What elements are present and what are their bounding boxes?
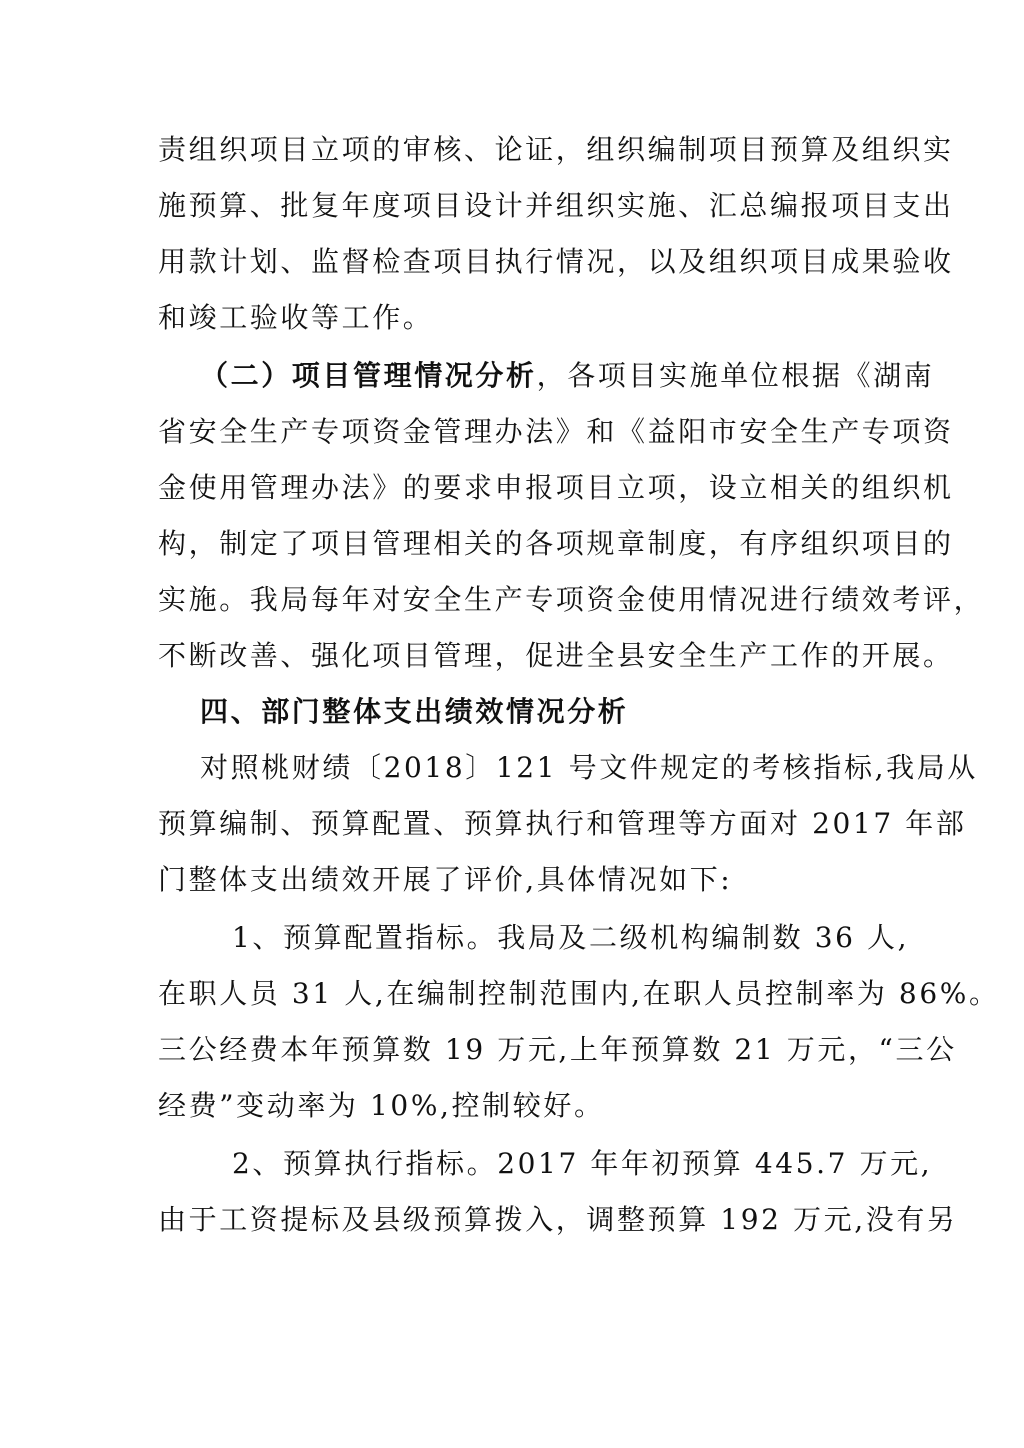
section-heading: 四、部门整体支出绩效情况分析 — [200, 695, 629, 728]
text-line: 省安全生产专项资金管理办法》和《益阳市安全生产专项资 — [158, 415, 954, 448]
text-line: 构，制定了项目管理相关的各项规章制度，有序组织项目的 — [158, 527, 954, 560]
text-line: 金使用管理办法》的要求申报项目立项，设立相关的组织机 — [158, 471, 954, 504]
text-line: 用款计划、监督检查项目执行情况，以及组织项目成果验收 — [158, 245, 954, 278]
text-line: 不断改善、强化项目管理，促进全县安全生产工作的开展。 — [158, 639, 954, 672]
text-line — [200, 356, 934, 396]
text-line: 门整体支出绩效开展了评价,具体情况如下: — [158, 863, 733, 896]
text-line: 预算编制、预算配置、预算执行和管理等方面对 2017 年部 — [158, 807, 967, 840]
text-line: 责组织项目立项的审核、论证，组织编制项目预算及组织实 — [158, 133, 954, 166]
text-line: 由于工资提标及县级预算拨入，调整预算 192 万元,没有另 — [158, 1203, 958, 1236]
text-line: 和竣工验收等工作。 — [158, 301, 434, 334]
text-fragment: ，各项目实施单位根据《湖南 — [536, 359, 935, 392]
text-line: 1、预算配置指标。我局及二级机构编制数 36 人, — [232, 921, 910, 954]
text-line: 三公经费本年预算数 19 万元,上年预算数 21 万元，“三公 — [158, 1033, 957, 1066]
text-line: 在职人员 31 人,在编制控制范围内,在职人员控制率为 86%。 — [158, 977, 1000, 1010]
text-line: 经费”变动率为 10%,控制较好。 — [158, 1089, 605, 1122]
text-line: 2、预算执行指标。2017 年年初预算 445.7 万元, — [232, 1147, 933, 1180]
text-line: 实施。我局每年对安全生产专项资金使用情况进行绩效考评， — [158, 583, 985, 616]
subsection-heading: （二）项目管理情况分析 — [200, 359, 537, 392]
text-line: 施预算、批复年度项目设计并组织实施、汇总编报项目支出 — [158, 189, 954, 222]
text-line: 对照桃财绩〔2018〕121 号文件规定的考核指标,我局从 — [200, 751, 978, 784]
